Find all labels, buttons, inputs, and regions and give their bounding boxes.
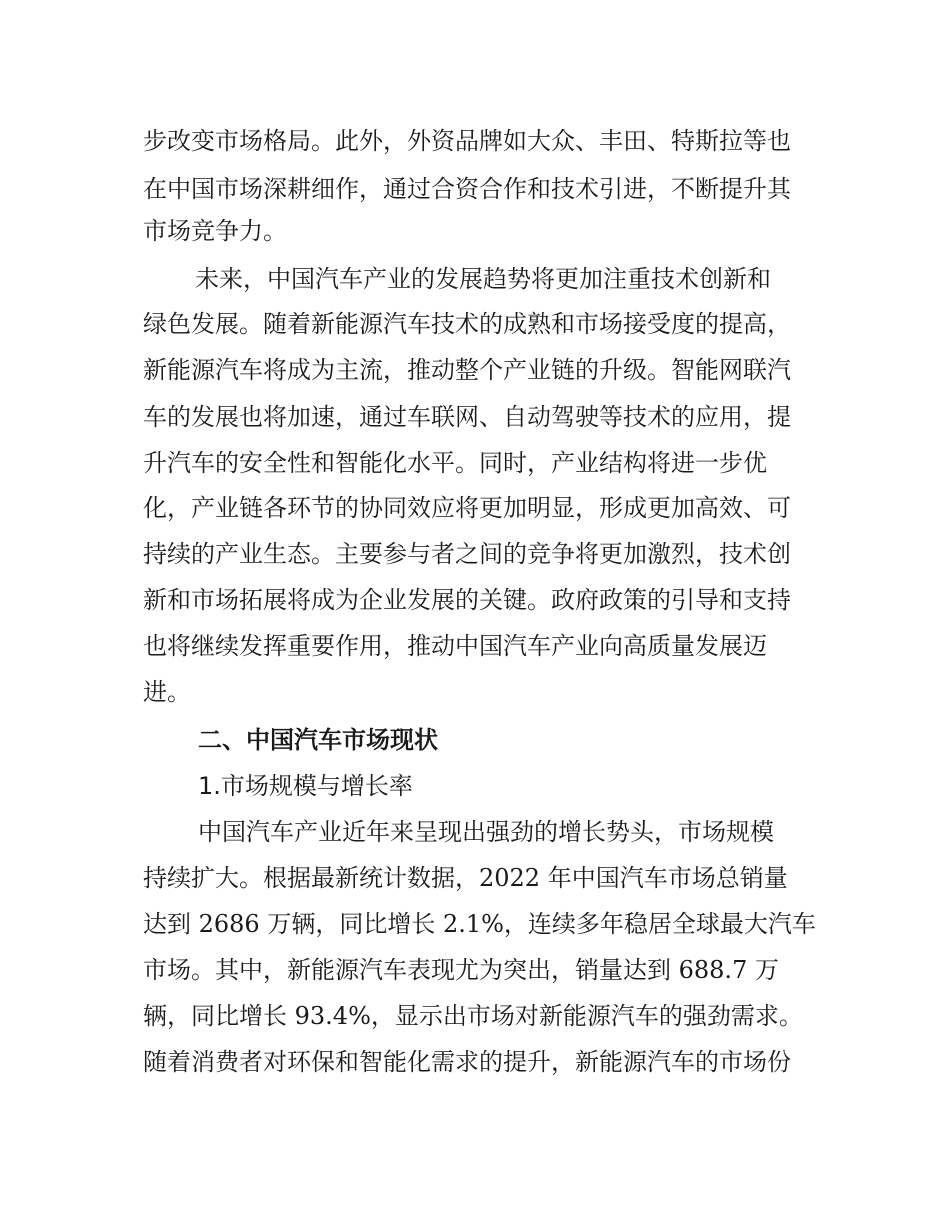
- paragraph-line: 新能源汽车将成为主流，推动整个产业链的升级。智能网联汽: [143, 356, 791, 384]
- paragraph-line: 持续的产业生态。主要参与者之间的竞争将更加激烈，技术创: [143, 540, 791, 568]
- subsection-heading: 1.市场规模与增长率: [198, 772, 413, 800]
- paragraph-line: 新和市场拓展将成为企业发展的关键。政府政策的引导和支持: [143, 586, 791, 614]
- paragraph-line: 绿色发展。随着新能源汽车技术的成熟和市场接受度的提高，: [143, 310, 791, 338]
- paragraph-line: 随着消费者对环保和智能化需求的提升，新能源汽车的市场份: [143, 1048, 791, 1076]
- paragraph-line: 化，产业链各环节的协同效应将更加明显，形成更加高效、可: [143, 494, 791, 522]
- paragraph-line: 升汽车的安全性和智能化水平。同时，产业结构将进一步优: [143, 449, 767, 477]
- paragraph-line: 也将继续发挥重要作用，推动中国汽车产业向高质量发展迈: [143, 632, 767, 660]
- paragraph-line: 未来，中国汽车产业的发展趋势将更加注重技术创新和: [195, 265, 771, 293]
- paragraph-line: 中国汽车产业近年来呈现出强劲的增长势头，市场规模: [198, 818, 774, 846]
- paragraph-line: 进。: [143, 678, 191, 706]
- section-heading: 二、中国汽车市场现状: [198, 726, 438, 754]
- paragraph-line: 步改变市场格局。此外，外资品牌如大众、丰田、特斯拉等也: [143, 127, 791, 155]
- paragraph-line: 车的发展也将加速，通过车联网、自动驾驶等技术的应用，提: [143, 403, 791, 431]
- paragraph-line: 达到 2686 万辆，同比增长 2.1%，连续多年稳居全球最大汽车: [143, 910, 816, 938]
- paragraph-line: 市场。其中，新能源汽车表现尤为突出，销量达到 688.7 万: [143, 956, 779, 984]
- paragraph-line: 辆，同比增长 93.4%，显示出市场对新能源汽车的强劲需求。: [143, 1002, 803, 1030]
- paragraph-line: 持续扩大。根据最新统计数据，2022 年中国汽车市场总销量: [143, 864, 788, 892]
- paragraph-line: 在中国市场深耕细作，通过合资合作和技术引进，不断提升其: [143, 175, 791, 203]
- paragraph-line: 市场竞争力。: [143, 217, 287, 245]
